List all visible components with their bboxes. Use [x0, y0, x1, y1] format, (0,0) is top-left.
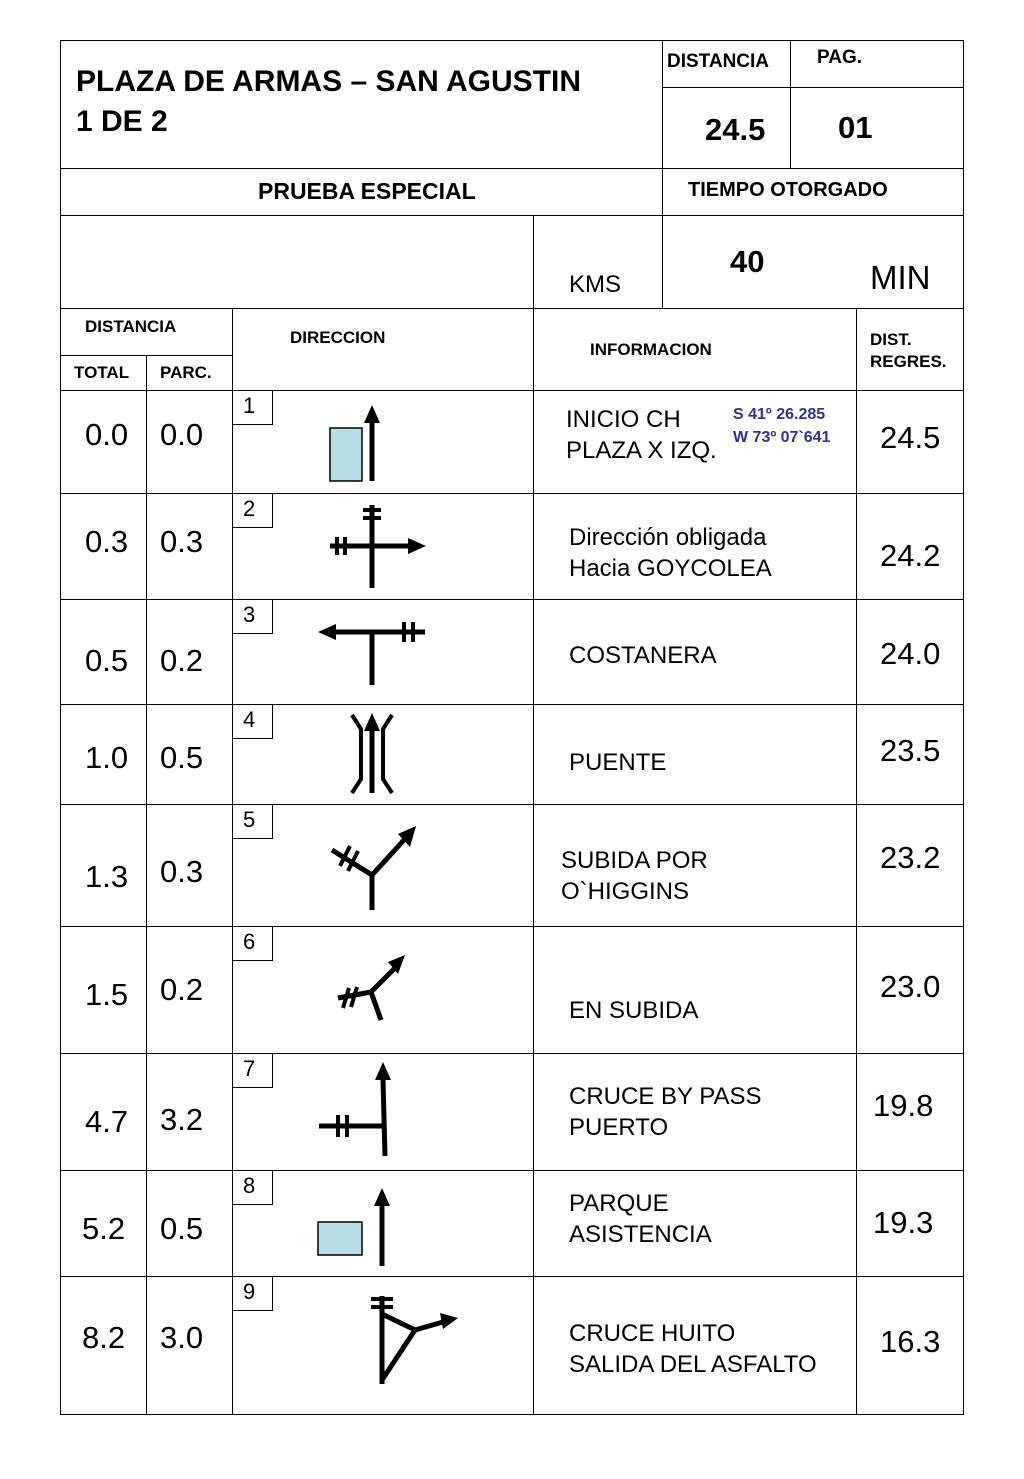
title-line-1: PLAZA DE ARMAS – SAN AGUSTIN	[76, 65, 582, 98]
step-number-box: 5	[233, 805, 273, 839]
distance-value: 24.5	[705, 112, 766, 147]
remaining-distance: 24.2	[880, 538, 941, 573]
total-distance: 1.3	[85, 859, 129, 894]
instruction-text: PARQUE ASISTENCIA	[569, 1190, 712, 1249]
instruction-text: CRUCE BY PASS PUERTO	[569, 1083, 762, 1142]
partial-distance: 0.5	[160, 740, 204, 775]
instruction-text: CRUCE HUITO SALIDA DEL ASFALTO	[569, 1320, 817, 1379]
total-distance: 1.5	[85, 977, 129, 1012]
col-distancia: DISTANCIA	[85, 317, 177, 336]
gps-coordinates: S 41º 26.285 W 73º 07`641	[733, 406, 831, 446]
total-distance: 8.2	[82, 1320, 126, 1355]
step-number-box: 4	[233, 705, 273, 739]
partial-distance: 0.2	[160, 643, 204, 678]
instruction-text: COSTANERA	[569, 642, 717, 669]
total-distance: 0.0	[85, 417, 129, 452]
step-number-box: 2	[233, 494, 273, 528]
col-parc: PARC.	[160, 363, 212, 382]
total-distance: 5.2	[82, 1211, 126, 1246]
special-test-label: PRUEBA ESPECIAL	[258, 178, 476, 204]
remaining-distance: 16.3	[880, 1324, 941, 1359]
distance-label: DISTANCIA	[667, 51, 770, 72]
remaining-distance: 23.5	[880, 733, 941, 768]
instruction-text: Dirección obligada Hacia GOYCOLEA	[569, 524, 772, 583]
col-total: TOTAL	[74, 363, 130, 382]
step-number-box: 3	[233, 600, 273, 634]
page-value: 01	[838, 110, 873, 145]
bridge-icon	[342, 707, 402, 797]
total-distance: 4.7	[85, 1104, 129, 1139]
time-granted-label: TIEMPO OTORGADO	[688, 179, 888, 201]
total-distance: 0.5	[85, 643, 129, 678]
time-value: 40	[730, 244, 765, 279]
partial-distance: 0.3	[160, 854, 204, 889]
col-informacion: INFORMACION	[590, 340, 712, 359]
instruction-text: EN SUBIDA	[569, 997, 699, 1024]
straight-arrow-with-park-icon	[314, 1182, 404, 1272]
total-distance: 1.0	[85, 740, 129, 775]
step-number-box: 7	[233, 1054, 273, 1088]
remaining-distance: 19.3	[873, 1205, 934, 1240]
kms-label: KMS	[569, 271, 622, 298]
remaining-distance: 24.5	[880, 420, 941, 455]
step-number-box: 9	[233, 1277, 273, 1311]
min-label: MIN	[870, 259, 931, 296]
title-line-2: 1 DE 2	[76, 105, 168, 138]
page-label: PAG.	[817, 47, 863, 68]
partial-distance: 3.2	[160, 1102, 204, 1137]
step-number-box: 1	[233, 391, 273, 425]
instruction-text: PUENTE	[569, 749, 667, 776]
fork-keep-right-small-icon	[333, 950, 413, 1025]
col-dist-regres: DIST. REGRES.	[870, 330, 947, 371]
t-junction-turn-left-icon	[315, 617, 430, 687]
partial-distance: 3.0	[160, 1320, 204, 1355]
straight-arrow-with-plaza-icon	[325, 395, 405, 485]
partial-distance: 0.5	[160, 1211, 204, 1246]
fork-keep-right-icon	[322, 820, 422, 915]
instruction-text: INICIO CH PLAZA X IZQ.	[566, 406, 717, 465]
fork-turn-right-icon	[365, 1288, 465, 1388]
remaining-distance: 23.0	[880, 969, 941, 1004]
partial-distance: 0.3	[160, 524, 204, 559]
partial-distance: 0.0	[160, 417, 204, 452]
step-number-box: 6	[233, 927, 273, 961]
col-direccion: DIRECCION	[290, 328, 386, 347]
junction-straight-icon	[315, 1058, 405, 1158]
partial-distance: 0.2	[160, 972, 204, 1007]
step-number-box: 8	[233, 1171, 273, 1205]
remaining-distance: 23.2	[880, 840, 941, 875]
total-distance: 0.3	[85, 524, 129, 559]
cross-junction-turn-right-icon	[325, 500, 435, 595]
title	[76, 62, 581, 142]
instruction-text: SUBIDA POR O`HIGGINS	[561, 847, 708, 906]
remaining-distance: 19.8	[873, 1088, 934, 1123]
remaining-distance: 24.0	[880, 636, 941, 671]
